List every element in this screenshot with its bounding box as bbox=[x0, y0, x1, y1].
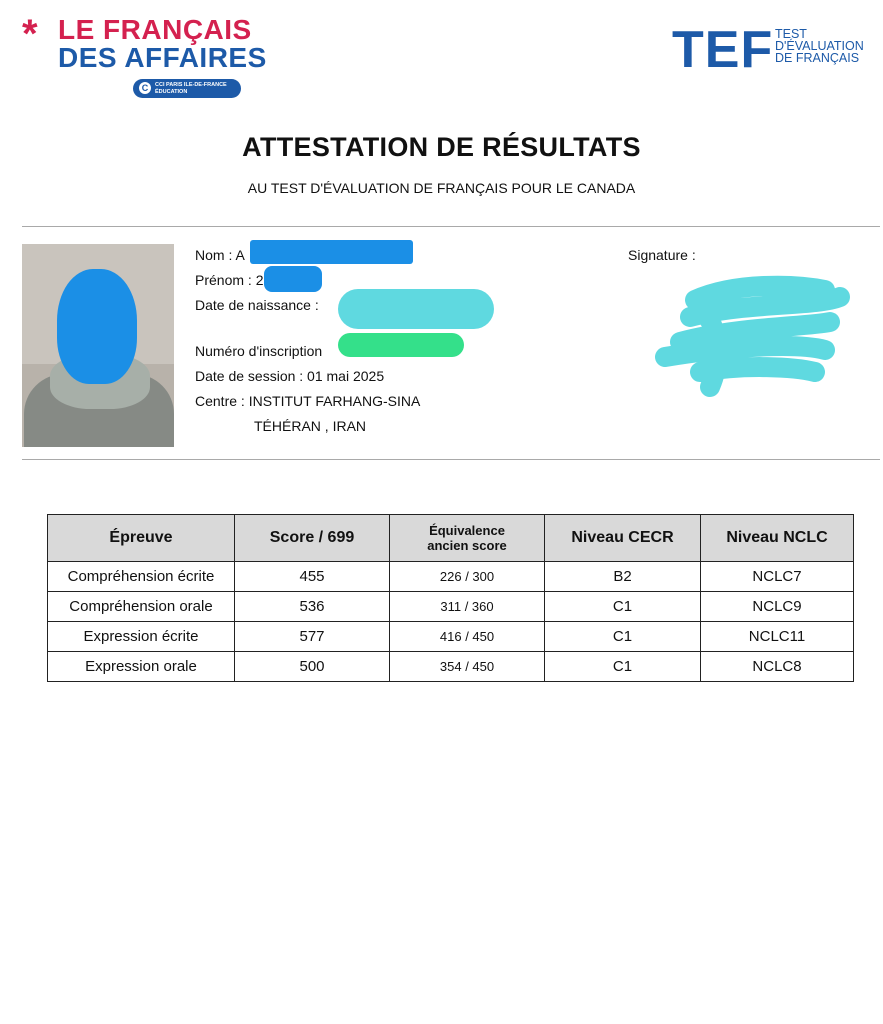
cell-epreuve: Compréhension orale bbox=[48, 592, 235, 622]
cell-cecr: C1 bbox=[545, 622, 701, 652]
header-epreuve: Épreuve bbox=[48, 515, 235, 562]
cci-line1: CCI PARIS ILE-DE-FRANCE bbox=[155, 81, 227, 88]
table-row bbox=[48, 592, 854, 622]
header-score: Score / 699 bbox=[235, 515, 390, 562]
cell-score: 455 bbox=[235, 562, 390, 592]
face-redaction bbox=[57, 269, 137, 384]
cell-ancien: 416 / 450 bbox=[390, 622, 545, 652]
cell-epreuve: Compréhension écrite bbox=[48, 562, 235, 592]
header-nclc: Niveau NCLC bbox=[701, 515, 854, 562]
tef-logo-subtext bbox=[775, 28, 864, 64]
cell-cecr: C1 bbox=[545, 652, 701, 682]
divider-top bbox=[22, 226, 880, 227]
results-header-row bbox=[48, 515, 854, 562]
cell-nclc: NCLC9 bbox=[701, 592, 854, 622]
results-table bbox=[47, 514, 854, 682]
cell-score: 500 bbox=[235, 652, 390, 682]
lfa-logo-line2: DES AFFAIRES bbox=[58, 42, 267, 73]
cell-cecr: B2 bbox=[545, 562, 701, 592]
session-label: Date de session : 01 mai 2025 bbox=[195, 368, 385, 384]
cci-logo-icon: C bbox=[139, 82, 151, 94]
signature-label: Signature : bbox=[628, 247, 696, 263]
prenom-label: Prénom : 2 bbox=[195, 272, 264, 288]
page-title: ATTESTATION DE RÉSULTATS bbox=[242, 132, 641, 162]
cell-epreuve: Expression écrite bbox=[48, 622, 235, 652]
cell-cecr: C1 bbox=[545, 592, 701, 622]
tef-sub-line1: TEST bbox=[775, 27, 807, 41]
tef-sub-line3: DE FRANÇAIS bbox=[775, 51, 860, 65]
cell-ancien: 226 / 300 bbox=[390, 562, 545, 592]
cell-nclc: NCLC8 bbox=[701, 652, 854, 682]
cell-nclc: NCLC7 bbox=[701, 562, 854, 592]
header-cecr: Niveau CECR bbox=[545, 515, 701, 562]
naissance-label: Date de naissance : bbox=[195, 297, 319, 313]
cell-ancien: 354 / 450 bbox=[390, 652, 545, 682]
nom-label: Nom : A bbox=[195, 247, 245, 263]
centre-city: TÉHÉRAN , IRAN bbox=[254, 418, 367, 434]
candidate-photo bbox=[22, 244, 174, 447]
prenom-redaction bbox=[264, 266, 322, 292]
header-equivalence bbox=[390, 515, 545, 562]
cell-nclc: NCLC11 bbox=[701, 622, 854, 652]
centre-label: Centre : INSTITUT FARHANG-SINA bbox=[195, 393, 421, 409]
nom-redaction bbox=[250, 240, 413, 264]
tef-logo: TEF bbox=[672, 21, 774, 79]
tef-sub-line2: D'ÉVALUATION bbox=[775, 39, 864, 53]
header-equivalence-line1: Équivalence bbox=[429, 523, 505, 538]
table-row bbox=[48, 652, 854, 682]
signature-redaction bbox=[655, 272, 850, 407]
cell-score: 536 bbox=[235, 592, 390, 622]
inscription-redaction bbox=[338, 333, 464, 357]
cell-score: 577 bbox=[235, 622, 390, 652]
lfa-logo-line1: LE FRANÇAIS bbox=[58, 14, 252, 45]
lfa-star-icon: * bbox=[22, 12, 38, 56]
cell-ancien: 311 / 360 bbox=[390, 592, 545, 622]
page-subtitle: AU TEST D'ÉVALUATION DE FRANÇAIS POUR LE CANADA bbox=[247, 180, 636, 196]
naissance-redaction bbox=[338, 289, 494, 329]
table-row bbox=[48, 622, 854, 652]
inscription-label: Numéro d'inscription bbox=[195, 343, 323, 359]
cci-line2: ÉDUCATION bbox=[155, 88, 188, 95]
cci-badge bbox=[133, 79, 241, 98]
header-equivalence-line2: ancien score bbox=[427, 538, 507, 553]
table-row bbox=[48, 562, 854, 592]
divider-bottom bbox=[22, 459, 880, 460]
cell-epreuve: Expression orale bbox=[48, 652, 235, 682]
